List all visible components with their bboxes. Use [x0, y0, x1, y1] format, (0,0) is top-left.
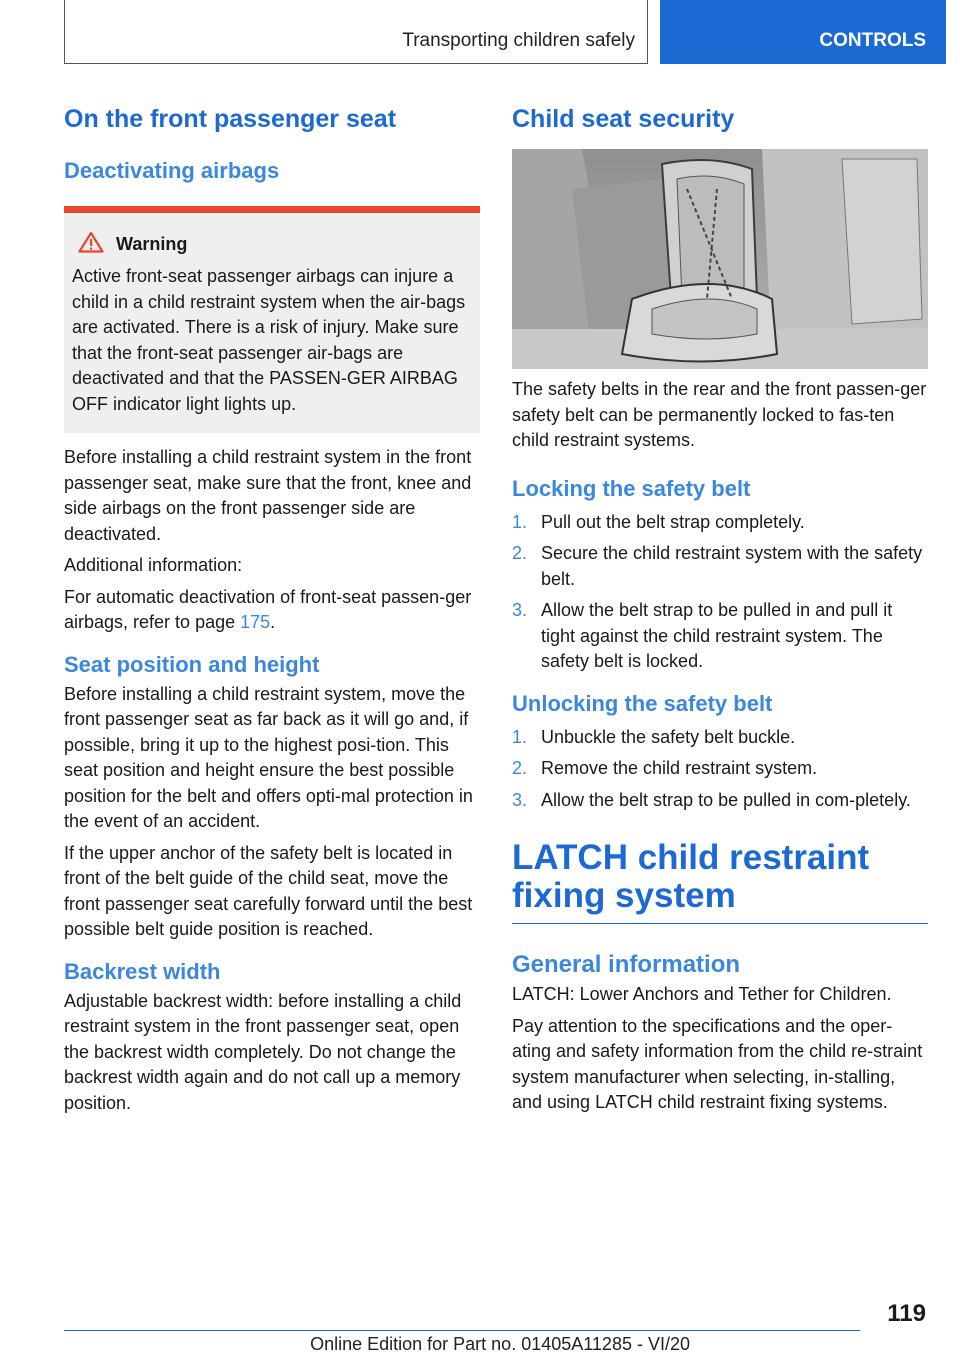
warning-box [64, 206, 480, 433]
footer-edition: Online Edition for Part no. 01405A11285 - VI/20 [310, 1334, 690, 1354]
illustration-caption: The safety belts in the rear and the front passen-ger safety belt can be permanently locked to fas-ten child restraint systems. [512, 379, 927, 450]
step-number: 3. [512, 600, 528, 620]
step-text: Secure the child restraint system with the safety belt. [541, 543, 923, 589]
child-seat-illustration [512, 149, 928, 369]
step-text: Allow the belt strap to be pulled in com-pletely. [541, 789, 911, 810]
airbag-paragraph-1: Before installing a child restraint system in the front passenger seat, make sure that the front, knee and side airbags on the front passenger side are deactivated. [64, 447, 472, 544]
list-item [512, 598, 928, 675]
header-section-title: Transporting children safely [402, 30, 635, 51]
warning-text: Active front-seat passenger airbags can injure a child in a child restraint system when the air-bags are activated. There is a risk of injury. Make sure that the front-seat passenger air-bags are deactivated and that the PASSEN-GER AIRBAG OFF indicator light lights up. [72, 266, 466, 414]
warning-title: Warning [116, 234, 188, 254]
list-item [512, 788, 928, 814]
subheading-unlocking-belt: Unlocking the safety belt [512, 690, 773, 716]
header-chapter-label: CONTROLS [819, 30, 926, 51]
subheading-general-information: General information [512, 951, 741, 978]
general-paragraph-2: Pay attention to the specifications and the oper-ating and safety information from the child re-straint system manufacturer when selecting, in-stalling, and using LATCH child restraint fixing systems. [512, 1015, 923, 1112]
subheading-seat-position: Seat position and height [64, 651, 320, 677]
step-text: Allow the belt strap to be pulled in and pull it tight against the child restraint system. The safety belt is locked. [541, 600, 893, 671]
section-heading-child-seat-security: Child seat security [512, 105, 735, 133]
step-text: Pull out the belt strap completely. [541, 511, 805, 532]
general-paragraph-1: LATCH: Lower Anchors and Tether for Children. [512, 984, 892, 1004]
header-chapter-tab[interactable] [660, 0, 946, 64]
step-number: 1. [512, 511, 528, 532]
airbag-paragraph-3 [64, 585, 480, 636]
section-heading-front-passenger: On the front passenger seat [64, 105, 397, 133]
page-reference-link[interactable]: 175 [240, 612, 271, 632]
unlocking-steps-list [512, 725, 928, 814]
airbag-paragraph-3-text: For automatic deactivation of front-seat passen-ger airbags, refer to page [64, 586, 472, 632]
subheading-backrest-width: Backrest width [64, 958, 221, 984]
seat-paragraph-2: If the upper anchor of the safety belt is located in front of the belt guide of the child seat, move the front passenger seat carefully forward until the best possible belt guide position is reached. [64, 842, 473, 939]
left-column [64, 100, 480, 1116]
chapter-heading-latch: LATCH child restraint fixing system [512, 838, 870, 915]
step-number: 1. [512, 726, 528, 747]
step-number: 3. [512, 789, 528, 810]
step-number: 2. [512, 758, 528, 778]
footer-rule [64, 1330, 860, 1331]
right-column [512, 100, 928, 1116]
step-text: Remove the child restraint system. [541, 758, 818, 778]
step-number: 2. [512, 543, 528, 563]
header-section-box [64, 0, 648, 64]
seat-paragraph-1: Before installing a child restraint system, move the front passenger seat as far back as it will go and, if possible, bring it up to the highest posi-tion. This seat position and height ensure the best possible position for the belt and offers opti-mal protection in the event of an accident. [64, 683, 473, 831]
step-text: Unbuckle the safety belt buckle. [541, 726, 796, 747]
chapter-heading-rule [512, 923, 928, 924]
warning-triangle-icon [78, 231, 104, 258]
locking-steps-list [512, 510, 928, 675]
list-item [512, 510, 928, 536]
list-item [512, 725, 928, 751]
subheading-locking-belt: Locking the safety belt [512, 475, 751, 501]
warning-header [72, 231, 472, 258]
list-item [512, 756, 928, 782]
airbag-paragraph-2: Additional information: [64, 555, 243, 575]
backrest-paragraph: Adjustable backrest width: before installing a child restraint system in the front passenger seat, open the backrest width completely. Do not change the backrest width again and do not call up a memory position. [64, 990, 462, 1113]
airbag-paragraph-3-end: . [270, 612, 276, 632]
page-number: 119 [887, 1300, 926, 1327]
list-item [512, 541, 928, 592]
subheading-deactivating-airbags: Deactivating airbags [64, 158, 280, 183]
